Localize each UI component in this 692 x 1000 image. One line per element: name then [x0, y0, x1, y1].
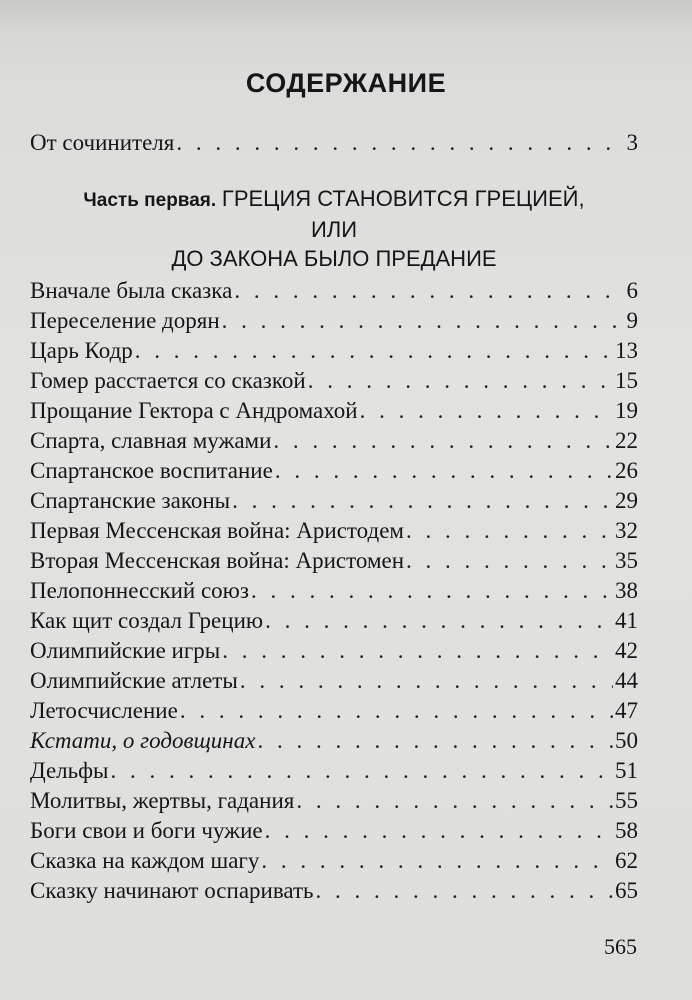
- part-heading: [30, 184, 638, 273]
- toc-entry: [30, 516, 638, 546]
- toc-entry: [30, 276, 638, 306]
- toc-entry-label: Спарта, славная мужами: [30, 428, 272, 453]
- dot-leader: [261, 846, 613, 876]
- toc-entry-label: Гомер расстается со сказкой: [30, 368, 306, 393]
- toc-entry-page: 62: [615, 848, 638, 873]
- toc-entry-label: Сказка на каждом шагу: [30, 848, 260, 873]
- toc-entry-label: Спартанское воспитание: [30, 458, 273, 483]
- part-label: Часть первая.: [83, 190, 217, 211]
- dot-leader: [234, 276, 624, 306]
- toc-entry: [30, 846, 638, 876]
- dot-leader: [135, 336, 613, 366]
- toc-entry-label: Вначале была сказка: [30, 278, 233, 303]
- toc-entry: [30, 696, 638, 726]
- toc-entry-page: 55: [615, 788, 638, 813]
- toc-entry: [30, 336, 638, 366]
- toc-entry: [30, 606, 638, 636]
- bleed-through-shadow: [0, 0, 692, 30]
- toc-entry: [30, 426, 638, 456]
- dot-leader: [308, 366, 613, 396]
- toc-entry: [30, 396, 638, 426]
- toc-entry-label: От сочинителя: [30, 130, 175, 155]
- toc-entry: [30, 576, 638, 606]
- toc-entry-label: Прощание Гектора с Андромахой: [30, 398, 358, 423]
- toc-entry: [30, 786, 638, 816]
- toc-entry-page: 47: [615, 698, 638, 723]
- toc-entry: [30, 816, 638, 846]
- dot-leader: [275, 456, 613, 486]
- dot-leader: [176, 128, 624, 158]
- dot-leader: [265, 816, 613, 846]
- toc-entry: [30, 456, 638, 486]
- toc-entry-label: Летосчисление: [30, 698, 178, 723]
- toc-entry-label: Олимпийские атлеты: [30, 668, 238, 693]
- toc-entry: [30, 366, 638, 396]
- dot-leader: [406, 516, 613, 546]
- toc-entry-page: 13: [615, 338, 638, 363]
- dot-leader: [406, 546, 613, 576]
- toc-entry-page: 29: [615, 488, 638, 513]
- toc-entry: [30, 666, 638, 696]
- toc-entry-page: 38: [615, 578, 638, 603]
- toc-entry-label: Дельфы: [30, 758, 109, 783]
- toc-entry-page: 32: [615, 518, 638, 543]
- toc-entry: [30, 546, 638, 576]
- toc-entry: [30, 756, 638, 786]
- dot-leader: [111, 756, 613, 786]
- dot-leader: [222, 306, 625, 336]
- toc-entry: [30, 306, 638, 336]
- toc-entry-page: 58: [615, 818, 638, 843]
- toc-entry: [30, 876, 638, 906]
- toc-entry-label: Переселение дорян: [30, 308, 220, 333]
- dot-leader: [222, 636, 613, 666]
- dot-leader: [296, 786, 613, 816]
- toc-entry-label: Царь Кодр: [30, 338, 133, 363]
- toc-entry-page: 15: [615, 368, 638, 393]
- dot-leader: [360, 396, 613, 426]
- page-number: 565: [604, 934, 637, 959]
- toc-entry-page: 44: [615, 668, 638, 693]
- toc-entry-page: 35: [615, 548, 638, 573]
- toc-entry-page: 41: [615, 608, 638, 633]
- toc-entry-label: Спартанские законы: [30, 488, 231, 513]
- toc-entry-page: 42: [615, 638, 638, 663]
- toc-entry-page: 22: [615, 428, 638, 453]
- toc-entry-label: Как щит создал Грецию: [30, 608, 264, 633]
- part-title-line-1: ГРЕЦИЯ СТАНОВИТСЯ ГРЕЦИЕЙ,: [221, 186, 585, 211]
- toc-entry-label: Пелопоннесский союз: [30, 578, 249, 603]
- toc-entry-page: 19: [615, 398, 638, 423]
- toc-entry-label: Вторая Мессенская война: Аристомен: [30, 548, 405, 573]
- dot-leader: [316, 876, 613, 906]
- dot-leader: [232, 486, 613, 516]
- toc-entry-label: Кстати, о годовщинах: [30, 728, 256, 753]
- part-title-line-3: ДО ЗАКОНА БЫЛО ПРЕДАНИЕ: [171, 246, 497, 271]
- toc-entry-page: 9: [626, 308, 638, 333]
- dot-leader: [240, 666, 613, 696]
- dot-leader: [251, 576, 613, 606]
- dot-leader: [273, 426, 613, 456]
- toc-entry-label: Боги свои и боги чужие: [30, 818, 263, 843]
- dot-leader: [265, 606, 613, 636]
- toc-entry: [30, 486, 638, 516]
- dot-leader: [180, 696, 613, 726]
- toc-entry-label: Первая Мессенская война: Аристодем: [30, 518, 404, 543]
- dot-leader: [257, 726, 613, 756]
- toc-entry: [30, 636, 638, 666]
- toc-entry-page: 50: [615, 728, 638, 753]
- toc-entry-page: 51: [615, 758, 638, 783]
- toc-entry-page: 26: [615, 458, 638, 483]
- page-title: СОДЕРЖАНИЕ: [245, 68, 447, 98]
- toc-entry: [30, 726, 638, 756]
- toc-entry-page: 65: [615, 878, 638, 903]
- part-title-line-2: ИЛИ: [310, 217, 358, 242]
- toc-entry-label: Молитвы, жертвы, гадания: [30, 788, 295, 813]
- toc-entry-page: 3: [626, 130, 638, 155]
- toc-entry-label: Олимпийские игры: [30, 638, 221, 663]
- toc-entry-page: 6: [626, 278, 638, 303]
- toc-entry-label: Сказку начинают оспаривать: [30, 878, 314, 903]
- toc-entry-preface: [30, 128, 638, 158]
